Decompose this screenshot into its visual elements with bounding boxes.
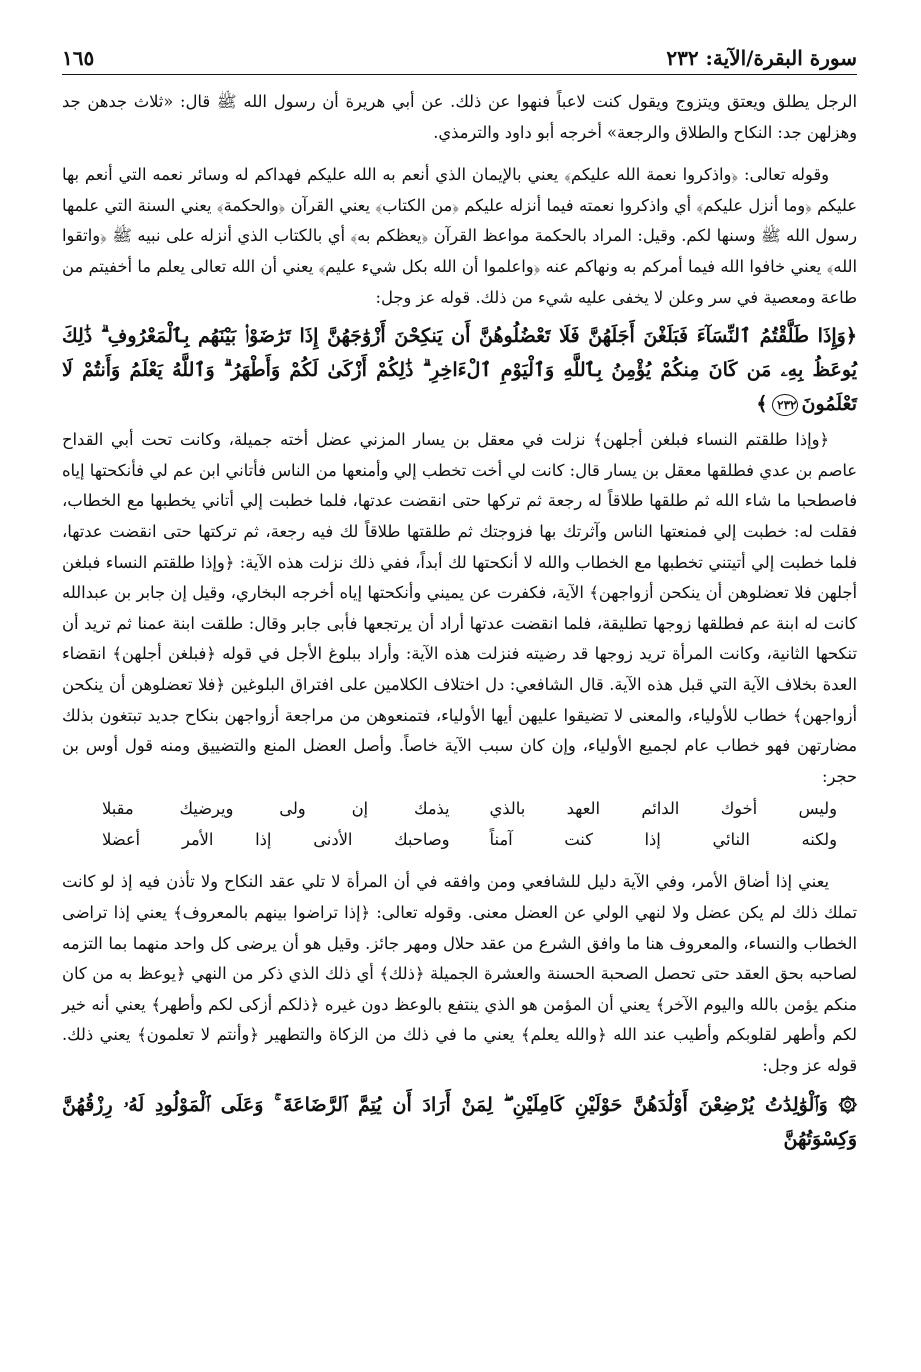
paragraph-1: الرجل يطلق ويعتق ويتزوج ويقول كنت لاعباً فنهوا عن ذلك. عن أبي هريرة أن رسول الله ﷺ قال: «ثلاث جدهن جد وهزلهن جد: النكاح والطلاق والرجعة» أخرجه أبو داود والترمذي. [62,92,857,142]
quran-verse-233: ۞ وَٱلْوَٰلِدَٰتُ يُرْضِعْنَ أَوْلَٰدَهُنَّ حَوْلَيْنِ كَامِلَيْنِ ۖ لِمَنْ أَرَادَ أَن يُتِمَّ ٱلرَّضَاعَةَ ۚ وَعَلَى ٱلْمَوْلُودِ لَهُۥ رِزْقُهُنَّ وَكِسْوَتُهُنَّ [62,1093,857,1150]
paragraph-2: وقوله تعالى: ﴿واذكروا نعمة الله عليكم﴾ يعني بالإيمان الذي أنعم به الله عليكم فهداكم له وسائر نعمه التي أنعم بها عليكم ﴿وما أنزل عليكم﴾ أي واذكروا نعمته فيما أنزله عليكم ﴿من الكتاب﴾ يعني القرآن ﴿والحكمة﴾ يعني السنة التي علمها رسول الله ﷺ وسنها لكم. وقيل: المراد بالحكمة مواعظ القرآن ﴿يعظكم به﴾ أي بالكتاب الذي أنزله على نبيه ﷺ ﴿واتقوا الله﴾ يعني خافوا الله فيما أمركم به ونهاكم عنه ﴿واعلموا أن الله بكل شيء عليم﴾ يعني أن الله تعالى يعلم ما أخفيتم من طاعة ومعصية في سر وعلن لا يخفى عليه شيء من ذلك. قوله عز وجل: [62,165,857,307]
running-title: سورة البقرة/الآية: ٢٣٢ [666,46,857,70]
verse-number: ٢٣٢ [772,394,798,416]
poem-line-1-second: يذمك إن ولى ويرضيك مقبلا [102,799,450,819]
paragraph-5: يعني إذا أضاق الأمر، وفي الآية دليل للشافعي ومن وافقه في أن المرأة لا تلي عقد النكاح ولا تأذن فيه إذ لو كانت تملك ذلك لم يكن عضل ولا لنهي الولي عن العضل معنى. وقوله تعالى: ﴿إذا تراضوا بينهم بالمعروف﴾ يعني إذا تراضى الخطاب والنساء، والمعروف هنا ما وافق الشرع من عقد حلال ومهر جائز. وقيل هو أن يرضى كل واحد منهما بما التزمه لصاحبه بحق العقد حتى تحصل الصحبة الحسنة والعشرة الجميلة ﴿ذلك﴾ أي ذلك الذي ذكر من النهي ﴿يوعظ به من كان منكم يؤمن بالله واليوم الآخر﴾ يعني أن المؤمن هو الذي ينتفع بالوعظ دون غيره ﴿ذلكم أزكى لكم وأطهر﴾ يعني أنه خير لكم وأطهر لقلوبكم وأطيب عند الله ﴿والله يعلم﴾ يعني ما في ذلك من الزكاة والتطهير ﴿وأنتم لا تعلمون﴾ يعني ذلك. قوله عز وجل: [62,872,857,1076]
verse-text: ﴿وَإِذَا طَلَّقْتُمُ ٱلنِّسَآءَ فَبَلَغْنَ أَجَلَهُنَّ فَلَا تَعْضُلُوهُنَّ أَن يَنكِحْنَ أَزْوَٰجَهُنَّ إِذَا تَرَٰضَوْا۟ بَيْنَهُم بِٱلْمَعْرُوفِ ۗ ذَٰلِكَ يُوعَظُ بِهِۦ مَن كَانَ مِنكُمْ يُؤْمِنُ بِٱللَّهِ وَٱلْيَوْمِ ٱلْءَاخِرِ ۗ ذَٰلِكُمْ أَزْكَىٰ لَكُمْ وَأَطْهَرُ ۗ وَٱللَّهُ يَعْلَمُ وَأَنتُمْ لَا تَعْلَمُونَ [62,325,857,416]
poem-line-2-second: وصاحبك الأدنى إذا الأمر أعضلا [102,829,450,849]
poem-line-1-first: وليس أخوك الدائم العهد بالذي [489,799,837,819]
poem-line-2-first: ولكنه النائي إذا كنت آمناً [489,829,837,849]
paragraph-3: ﴿وإذا طلقتم النساء فبلغن أجلهن﴾ نزلت في معقل بن يسار المزني عضل أخته جميلة، وكانت تحت أبي القداح عاصم بن عدي فطلقها معقل بن يسار قال: كانت لي أخت تخطب إلي وأمنعها من الناس فأتاني ابن عم لي فأنكحتها إياه فاصطحبا ما شاء الله ثم طلقها طلاقاً له رجعة ثم تركها حتى انقضت عدتها، فلما خطبت إلي أتاني يخطبها مع الخطاب، فقلت له: خطبت إلي فمنعتها الناس وآثرتك بها فزوجتك ثم طلقتها طلاقاً لك فيه رجعة، ثم تركتها حتى انقضت عدتها، فلما خطبت إلي أتيتني تخطبها مع الخطاب والله لا أنكحتها لك أبداً، ففي ذلك نزلت هذه الآية: ﴿وإذا طلقتم النساء فبلغن أجلهن فلا تعضلوهن أن ينكحن أزواجهن﴾ الآية، فكفرت عن يميني وأنكحتها إياه أخرجه البخاري، وقيل إن جابر بن عبدالله كانت له ابنة عم فطلقها زوجها تطليقة، فلما انقضت عدتها أراد أن يرتجعها فأبى جابر وقال: طلقت ابنة عمنا ثم تريد أن تنكحها الثانية، وكانت المرأة تريد زوجها قد رضيته فنزلت هذه الآية: وأراد ببلوغ الأجل في قوله ﴿فبلغن أجلهن﴾ انقضاء العدة بخلاف الآية التي قبل هذه الآية. قال الشافعي: دل اختلاف الكلامين على افتراق البلوغين ﴿فلا تعضلوهن أن ينكحن أزواجهن﴾ خطاب للأولياء، والمعنى لا تضيقوا عليهن أيها الأولياء، فتمنعوهن من مراجعة أزواجهن بنكاح جديد تبتغون بذلك مضارتهن فهو خطاب عام لجميع الأولياء، وإن كان سبب الآية خاصاً. وأصل العضل المنع والتضييق ومنه قول أوس بن حجر: [62,430,857,786]
page-number: ١٦٥ [62,46,95,70]
quran-verse-232: ﴿وَإِذَا طَلَّقْتُمُ ٱلنِّسَآءَ فَبَلَغْنَ أَجَلَهُنَّ فَلَا تَعْضُلُوهُنَّ أَن يَنكِحْنَ أَزْوَٰجَهُنَّ إِذَا تَرَٰضَوْا۟ بَيْنَهُم بِٱلْمَعْرُوفِ ۗ ذَٰلِكَ يُوعَظُ بِهِۦ مَن كَانَ مِنكُمْ يُؤْمِنُ بِٱللَّهِ وَٱلْيَوْمِ ٱلْءَاخِرِ ۗ ذَٰلِكُمْ أَزْكَىٰ لَكُمْ وَأَطْهَرُ ۗ وَٱللَّهُ يَعْلَمُ وَأَنتُمْ لَا تَعْلَمُونَ٢٣٢﴾ [62,325,857,416]
page-header [62,40,857,75]
poem [102,794,837,855]
book-page [62,40,857,1360]
